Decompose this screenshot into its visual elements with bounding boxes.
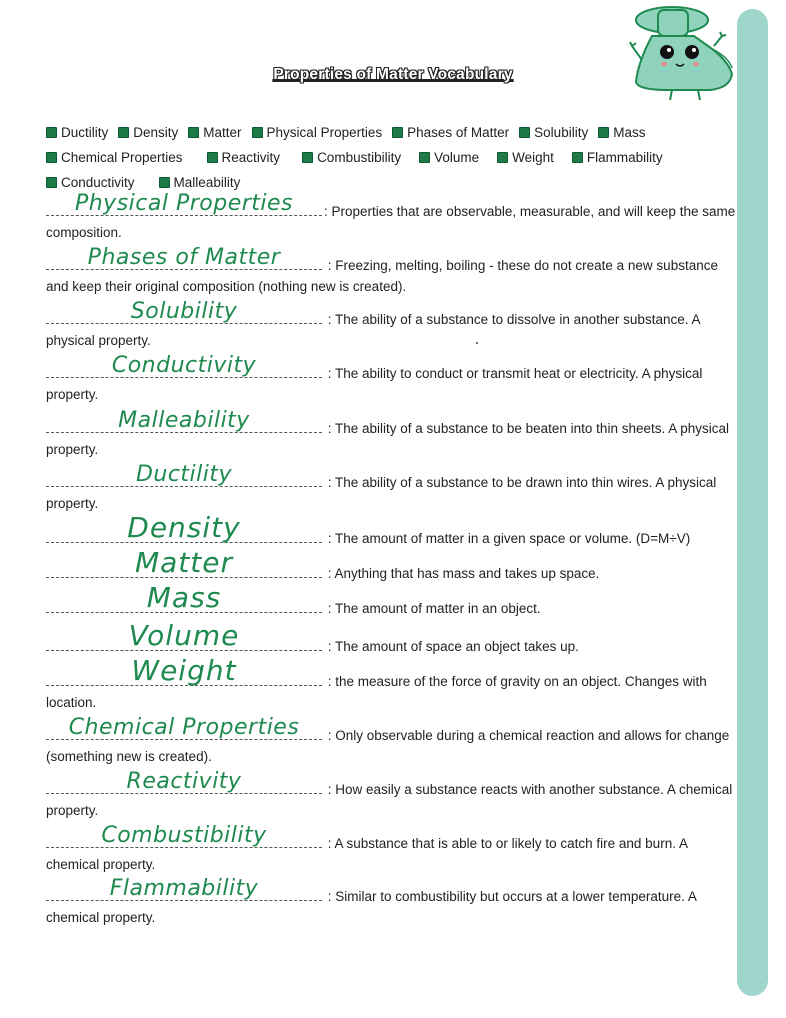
word-bank-item: Phases of Matter: [392, 125, 509, 140]
word-bank-item: Ductility: [46, 125, 108, 140]
definition-text: : The ability of a substance to be drawn into thin wires. A physical property.: [46, 475, 717, 511]
answer-blank[interactable]: [46, 876, 322, 901]
checkbox-icon[interactable]: [46, 127, 57, 138]
answer-blank[interactable]: [46, 462, 322, 487]
definition-text: : Anything that has mass and takes up space.: [324, 566, 600, 581]
checkbox-icon[interactable]: [252, 127, 263, 138]
definition-item: [46, 299, 741, 351]
stray-dot: [476, 342, 478, 344]
handwritten-answer: Combustibility: [101, 823, 267, 848]
handwritten-answer: Phases of Matter: [87, 245, 281, 270]
definition-text: : The amount of space an object takes up.: [324, 639, 579, 654]
checkbox-icon[interactable]: [519, 127, 530, 138]
handwritten-answer: Chemical Properties: [68, 715, 300, 740]
word-bank-row: [46, 145, 736, 170]
definition-text: : A substance that is able to or likely to catch fire and burn. A chemical property.: [46, 836, 688, 872]
definition-text: : the measure of the force of gravity on an object. Changes with location.: [46, 674, 707, 710]
definition-text: : The ability of a substance to be beaten into thin sheets. A physical property.: [46, 421, 730, 457]
checkbox-icon[interactable]: [46, 177, 57, 188]
word-bank-item: Weight: [497, 150, 554, 165]
answer-blank[interactable]: [46, 511, 322, 544]
answer-blank[interactable]: [46, 619, 322, 652]
flask-mascot-icon: [628, 2, 738, 106]
definition-item: [46, 876, 741, 928]
definition-text: : How easily a substance reacts with another substance. A chemical property.: [46, 782, 733, 818]
word-bank-item: Solubility: [519, 125, 588, 140]
definition-text: : Freezing, melting, boiling - these do not create a new substance and keep their original composition (nothing new is created).: [46, 258, 718, 294]
definition-item: [46, 245, 741, 297]
page-title: Properties of Matter Vocabulary: [273, 66, 513, 83]
definition-item: [46, 769, 741, 821]
handwritten-answer: Flammability: [109, 876, 259, 901]
checkbox-icon[interactable]: [598, 127, 609, 138]
handwritten-answer: Density: [127, 511, 241, 544]
answer-blank[interactable]: [46, 408, 322, 433]
handwritten-answer: Conductivity: [111, 353, 257, 378]
handwritten-answer: Volume: [128, 619, 240, 652]
word-bank-item: Conductivity: [46, 175, 135, 190]
word-bank-item: Physical Properties: [252, 125, 383, 140]
definition-item: [46, 581, 741, 619]
definition-text: : The ability to conduct or transmit heat or electricity. A physical property.: [46, 366, 703, 402]
checkbox-icon[interactable]: [118, 127, 129, 138]
checkbox-icon[interactable]: [207, 152, 218, 163]
handwritten-answer: Ductility: [135, 462, 233, 487]
definition-item: [46, 353, 741, 405]
word-bank-item: Malleability: [159, 175, 241, 190]
word-bank-item: Volume: [419, 150, 479, 165]
word-bank-item: Matter: [188, 125, 241, 140]
definition-item: [46, 823, 741, 875]
checkbox-icon[interactable]: [419, 152, 430, 163]
word-bank-item: Mass: [598, 125, 645, 140]
word-bank-item: Reactivity: [207, 150, 281, 165]
handwritten-answer: Matter: [134, 546, 233, 579]
definition-text: : Similar to combustibility but occurs at a lower temperature. A chemical property.: [46, 889, 697, 925]
checkbox-icon[interactable]: [159, 177, 170, 188]
answer-blank[interactable]: [46, 245, 322, 270]
word-bank-item: Chemical Properties: [46, 150, 183, 165]
word-bank-item: Density: [118, 125, 178, 140]
checkbox-icon[interactable]: [188, 127, 199, 138]
word-bank-item: Combustibility: [302, 150, 401, 165]
answer-blank[interactable]: [46, 191, 322, 216]
definition-item: [46, 715, 741, 767]
definition-item: [46, 654, 741, 713]
definition-item: [46, 462, 741, 514]
answer-blank[interactable]: [46, 715, 322, 740]
definition-text: : The amount of matter in an object.: [324, 601, 541, 616]
answer-blank[interactable]: [46, 769, 322, 794]
answer-blank[interactable]: [46, 546, 322, 579]
word-bank-item: Flammability: [572, 150, 663, 165]
answer-blank[interactable]: [46, 581, 322, 614]
answer-blank[interactable]: [46, 299, 322, 324]
definition-text: : The ability of a substance to dissolve in another substance. A physical property.: [46, 312, 700, 348]
handwritten-answer: Malleability: [118, 408, 250, 433]
checkbox-icon[interactable]: [46, 152, 57, 163]
answer-blank[interactable]: [46, 823, 322, 848]
answer-blank[interactable]: [46, 654, 322, 687]
handwritten-answer: Reactivity: [126, 769, 242, 794]
definition-item: [46, 191, 741, 243]
checkbox-icon[interactable]: [572, 152, 583, 163]
definition-text: : Properties that are observable, measurable, and will keep the same composition.: [46, 204, 736, 240]
definition-text: : The amount of matter in a given space or volume. (D=M÷V): [324, 531, 691, 546]
handwritten-answer: Solubility: [130, 299, 238, 324]
word-bank-row: [46, 120, 736, 145]
handwritten-answer: Mass: [146, 581, 222, 614]
checkbox-icon[interactable]: [497, 152, 508, 163]
decorative-side-bar: [737, 9, 768, 996]
handwritten-answer: Physical Properties: [74, 191, 294, 216]
checkbox-icon[interactable]: [392, 127, 403, 138]
answer-blank[interactable]: [46, 353, 322, 378]
definition-text: : Only observable during a chemical reaction and allows for change (something new is created).: [46, 728, 730, 764]
definition-item: [46, 408, 741, 460]
word-bank: [46, 120, 736, 195]
checkbox-icon[interactable]: [302, 152, 313, 163]
handwritten-answer: Weight: [131, 654, 237, 687]
